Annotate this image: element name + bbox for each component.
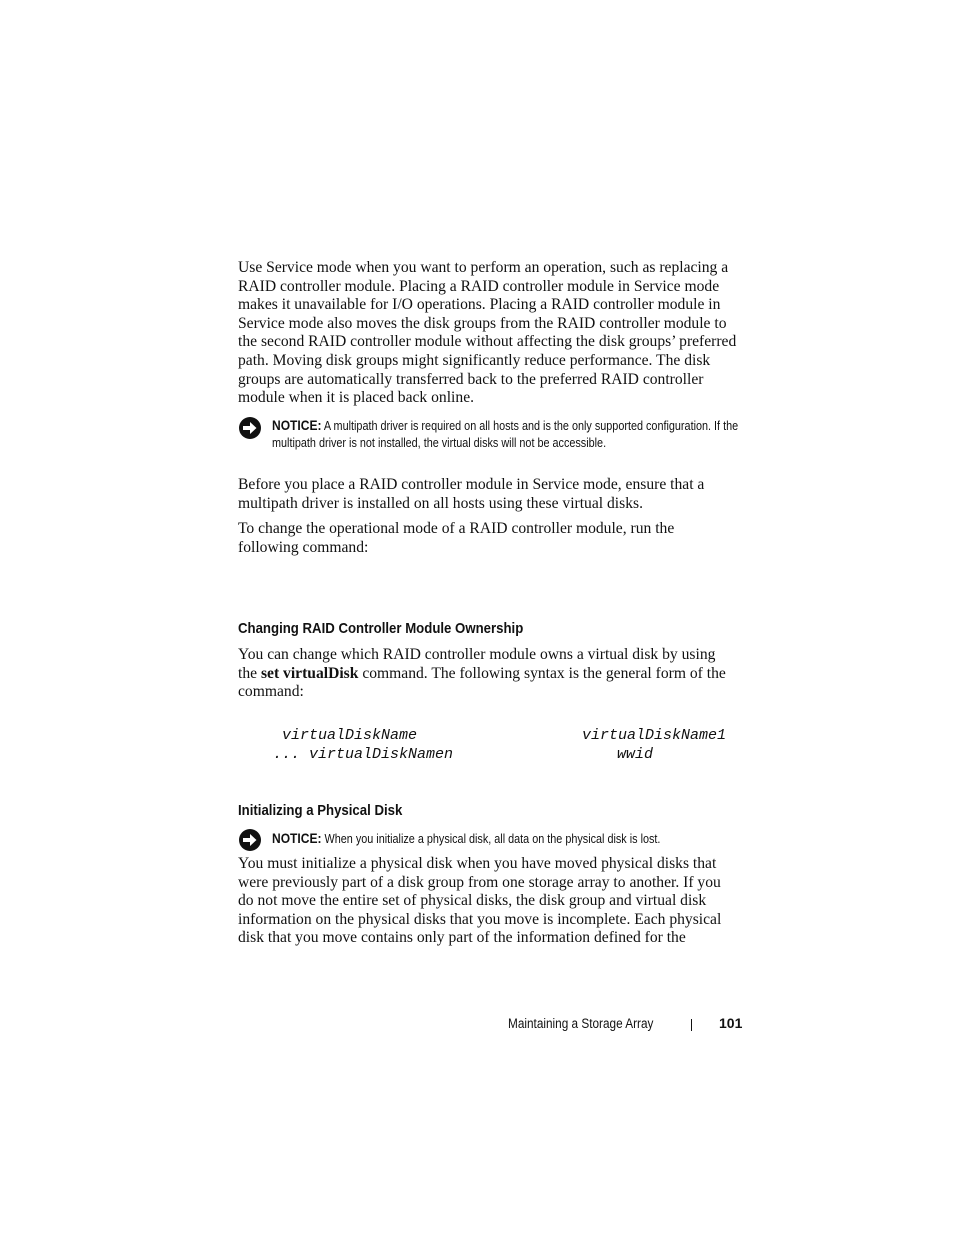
page-number: 101 [719, 1015, 743, 1031]
command-name: set virtualDisk [260, 664, 359, 682]
notice-body: When you initialize a physical disk, all data on the physical disk is lost. [324, 832, 661, 846]
heading-ownership: Changing RAID Controller Module Ownership [238, 620, 524, 637]
paragraph-ownership-text-2: command. The following syntax is the general form of the command: [238, 664, 726, 701]
paragraph-before-service: Before you place a RAID controller module in Service mode, ensure that a multipath driver is installed on all hosts using these virtual disks. [238, 476, 705, 512]
notice-arrow-icon [238, 416, 262, 440]
notice-label: NOTICE: [272, 417, 322, 433]
paragraph-service-mode: Use Service mode when you want to perform an operation, such as replacing a RAID controller module. Placing a RAID controller module in Service mode makes it unavailable for I/O operations. Placing a RAID controller module in Service mode also moves the disk groups from the RAID controller module to the second RAID controller module without affecting the disk groups’ preferred path. Moving disk groups might significantly reduce performance. The disk groups are automatically transferred back to the preferred RAID controller module when it is placed back online. [238, 259, 737, 407]
notice-text [272, 830, 754, 848]
notice-label: NOTICE: [272, 830, 322, 846]
heading-initialize: Initializing a Physical Disk [238, 802, 403, 819]
paragraph-ownership-text-1: You can change which RAID controller module owns a virtual disk by using the [238, 646, 716, 682]
notice-text [272, 417, 754, 452]
paragraph-ownership [238, 646, 738, 702]
footer-chapter-title: Maintaining a Storage Array [508, 1016, 654, 1031]
code-token: virtualDiskName [282, 727, 418, 744]
code-token: ... virtualDiskNamen [273, 746, 454, 763]
footer-divider [691, 1019, 692, 1031]
paragraph-change-mode: To change the operational mode of a RAID controller module, run the following command: [238, 520, 675, 556]
code-token: virtualDiskName1 [582, 727, 727, 744]
notice-arrow-icon [238, 828, 262, 852]
paragraph-initialize: You must initialize a physical disk when you have moved physical disks that were previously part of a disk group from one storage array to another. If you do not move the entire set of physical disks, the disk group and virtual disk information on the physical disks that you move is incomplete. Each physical disk that you move contains only part of the information defined for the [238, 855, 722, 947]
code-token: wwid [617, 746, 654, 763]
notice-body: A multipath driver is required on all hosts and is the only supported configuration. If the multipath driver is not installed, the virtual disks will not be accessible. [272, 419, 739, 451]
